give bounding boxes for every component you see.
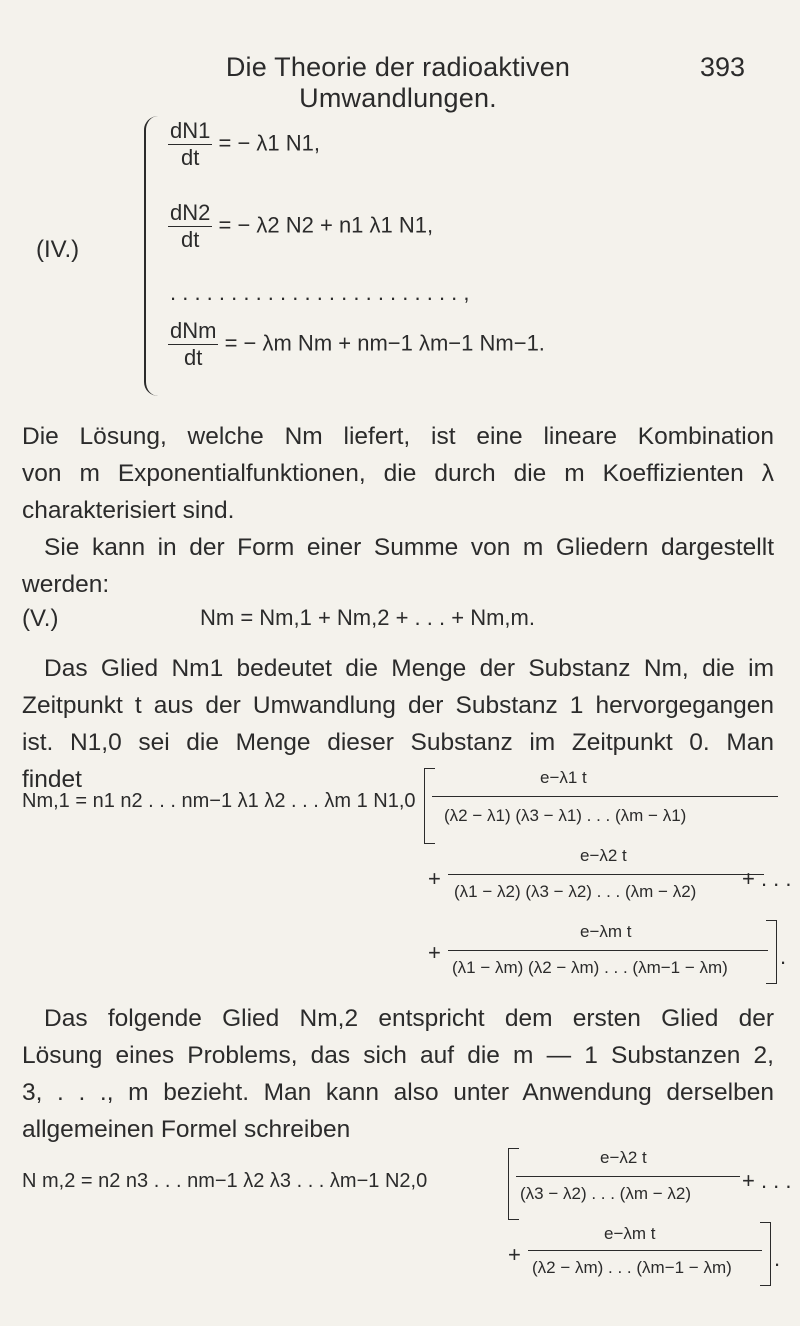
term-1-numerator: e−λ1 t: [540, 768, 587, 787]
term-2-numerator: e−λm t: [604, 1224, 656, 1243]
plus-sign: +: [428, 940, 441, 965]
text-line: Das Glied Nm1 bedeutet die Menge der Substanz Nm, die im: [44, 655, 774, 682]
fraction-dnm-dt: [168, 318, 218, 371]
equation-rhs: = − λ2 N2 + n1 λ1 N1,: [218, 212, 434, 238]
text-line: charakterisiert sind.: [22, 497, 235, 524]
text-line: Lösung eines Problems, das sich auf die m — 1 Substanzen 2,: [22, 1042, 774, 1069]
plus-sign: +: [508, 1242, 521, 1267]
equation-rhs: = − λm Nm + nm−1 λm−1 Nm−1.: [224, 330, 545, 356]
paragraph-3: [22, 650, 774, 798]
equation-label-iv: (IV.): [36, 236, 80, 263]
paragraph-4: [22, 1000, 774, 1148]
term-3-denominator: (λ1 − λm) (λ2 − λm) . . . (λm−1 − λm): [452, 958, 728, 977]
equation-v: Nm = Nm,1 + Nm,2 + . . . + Nm,m.: [200, 605, 535, 630]
page-number: 393: [700, 52, 746, 82]
text-line: von m Exponentialfunktionen, die durch die m Koeffizienten λ: [22, 460, 774, 487]
left-brace: [144, 116, 160, 396]
nm1-lhs: Nm,1 = n1 n2 . . . nm−1 λ1 λ2 . . . λm 1 N1,0: [22, 790, 416, 812]
term-3-numerator: e−λm t: [580, 922, 632, 941]
fraction-denominator: dt: [184, 345, 203, 370]
right-bracket: [760, 1222, 771, 1286]
term-2-denominator: (λ2 − λm) . . . (λm−1 − λm): [532, 1258, 732, 1277]
fraction-bar: [432, 796, 778, 797]
text-line: allgemeinen Formel schreiben: [22, 1116, 351, 1143]
fraction-bar: [448, 874, 764, 875]
fraction-numerator: dN1: [170, 118, 211, 143]
text-line: Zeitpunkt t aus der Umwandlung der Substanz 1 hervorgegangen: [22, 692, 774, 719]
left-bracket: [508, 1148, 519, 1220]
fraction-denominator: dt: [181, 145, 200, 170]
right-bracket: [766, 920, 777, 984]
paragraph-1: [22, 418, 774, 529]
fraction-dn1-dt: [168, 118, 212, 171]
plus-dots: + . . .: [742, 1168, 792, 1193]
text-line: ist. N1,0 sei die Menge dieser Substanz im Zeitpunkt 0. Man: [22, 729, 774, 756]
term-1-numerator: e−λ2 t: [600, 1148, 647, 1167]
text-line: 3, . . ., m bezieht. Man kann also unter Anwendung derselben: [22, 1079, 774, 1106]
text-line: Das folgende Glied Nm,2 entspricht dem ersten Glied der: [44, 1005, 774, 1032]
running-header: Die Theorie der radioaktiven Umwandlungen.: [225, 52, 571, 113]
equation-m: [168, 318, 545, 371]
plus-dots: + . . .: [742, 866, 792, 891]
text-line: findet: [22, 766, 82, 793]
fraction-bar: [528, 1250, 762, 1251]
fraction-bar: [516, 1176, 740, 1177]
plus-sign: +: [428, 866, 441, 891]
fraction-denominator: dt: [181, 227, 200, 252]
term-2-numerator: e−λ2 t: [580, 846, 627, 865]
text-line: Sie kann in der Form einer Summe von m Gliedern dargestellt: [44, 534, 774, 561]
period: .: [774, 1246, 781, 1271]
equation-1: [168, 118, 320, 171]
term-1-denominator: (λ2 − λ1) (λ3 − λ1) . . . (λm − λ1): [444, 806, 687, 825]
fraction-numerator: dN2: [170, 200, 211, 225]
left-bracket: [424, 768, 435, 844]
equation-rhs: = − λ1 N1,: [218, 130, 320, 156]
equation-dots: . . . . . . . . . . . . . . . . . . . . . . . . ,: [170, 280, 470, 305]
fraction-bar: [448, 950, 768, 951]
fraction-dn2-dt: [168, 200, 212, 253]
term-2-denominator: (λ1 − λ2) (λ3 − λ2) . . . (λm − λ2): [454, 882, 697, 901]
equation-label-v: (V.): [22, 605, 59, 632]
fraction-numerator: dNm: [170, 318, 217, 343]
equation-2: [168, 200, 433, 253]
period: .: [780, 944, 787, 969]
term-1-denominator: (λ3 − λ2) . . . (λm − λ2): [520, 1184, 691, 1203]
nm2-lhs: N m,2 = n2 n3 . . . nm−1 λ2 λ3 . . . λm−1 N2,0: [22, 1170, 428, 1192]
paragraph-2: [22, 529, 774, 603]
text-line: Die Lösung, welche Nm liefert, ist eine lineare Kombination: [22, 423, 774, 450]
text-line: werden:: [22, 571, 110, 598]
